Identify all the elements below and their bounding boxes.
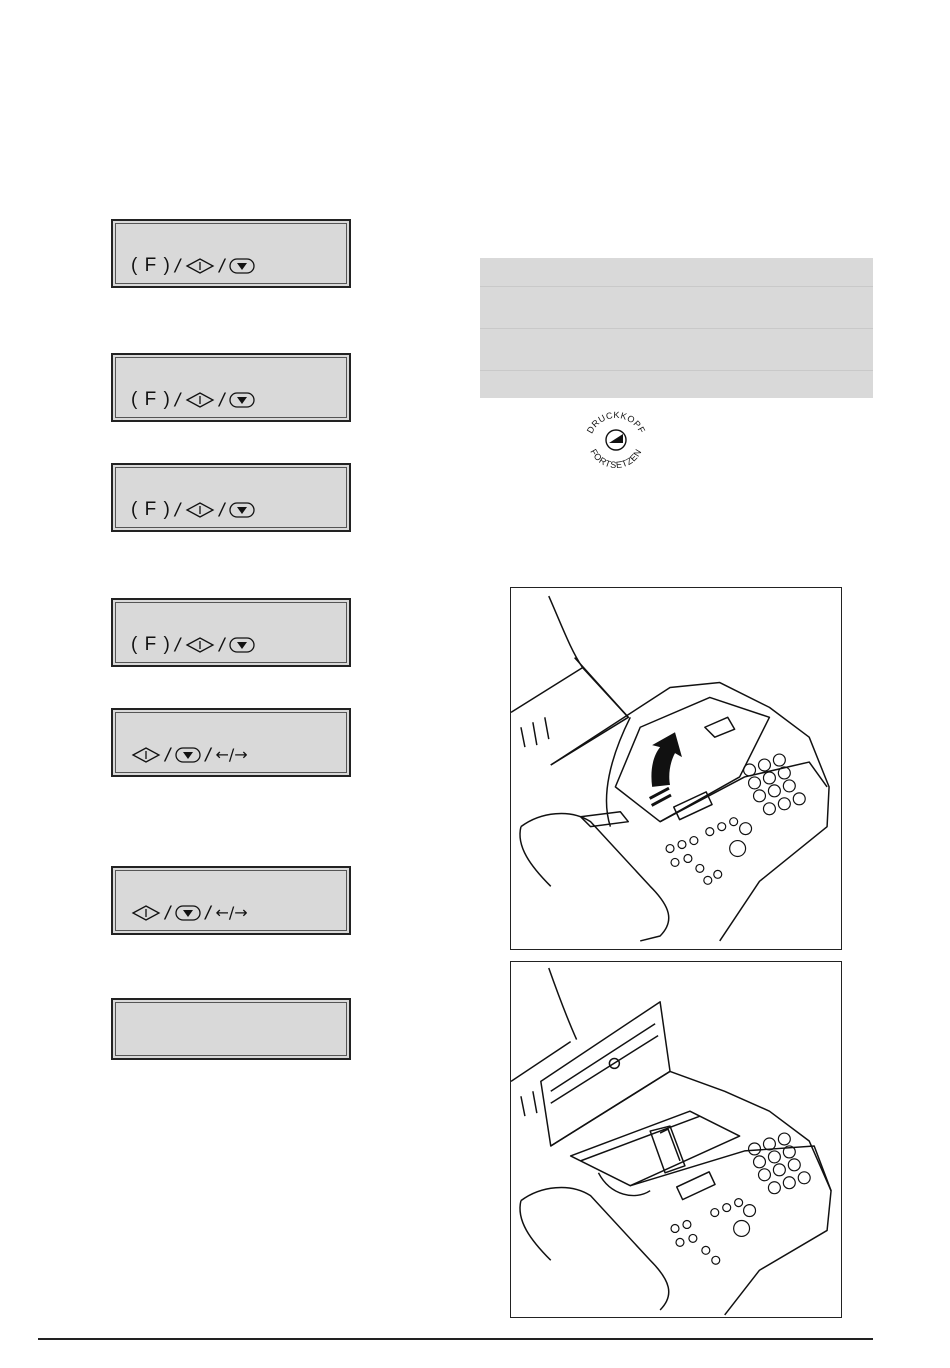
button-label-bottom: FORTSETZEN [588, 447, 644, 470]
down-key-icon [175, 905, 201, 921]
down-key-icon [229, 258, 255, 274]
select-diamond-icon [185, 502, 215, 518]
hint-box [480, 258, 873, 398]
select-diamond-icon [131, 905, 161, 921]
left-right-arrows: ←/→ [215, 745, 248, 764]
select-diamond-icon [185, 392, 215, 408]
lcd-display-1 [111, 219, 351, 288]
printhead-continue-button-icon [578, 410, 654, 470]
lcd-display-4 [111, 598, 351, 667]
lcd-display-5 [111, 708, 351, 777]
fax-machine-cover-closed-illustration [511, 588, 841, 949]
down-key-icon [229, 392, 255, 408]
function-key-label: ( F ) [131, 499, 171, 520]
down-key-icon [229, 637, 255, 653]
footer-rule [38, 1338, 873, 1340]
fax-machine-cover-open-illustration [511, 962, 841, 1317]
lcd-key-line: ( F ) / / [131, 256, 255, 276]
function-key-label: ( F ) [131, 389, 171, 410]
lcd-display-6 [111, 866, 351, 935]
left-right-arrows: ←/→ [215, 903, 248, 922]
down-key-icon [229, 502, 255, 518]
function-key-label: ( F ) [131, 255, 171, 276]
function-key-label: ( F ) [131, 634, 171, 655]
lcd-key-line: ( F ) / / [131, 500, 255, 520]
lcd-key-line: / / ←/→ [131, 903, 248, 923]
select-diamond-icon [131, 747, 161, 763]
figure-open-cover [510, 587, 842, 950]
lcd-display-7 [111, 998, 351, 1060]
down-key-icon [175, 747, 201, 763]
lcd-key-line: / / ←/→ [131, 745, 248, 765]
select-diamond-icon [185, 637, 215, 653]
button-label-top: DRUCKKOPF [584, 410, 648, 436]
lcd-display-3 [111, 463, 351, 532]
select-diamond-icon [185, 258, 215, 274]
lcd-key-line: ( F ) / / [131, 390, 255, 410]
lcd-key-line: ( F ) / / [131, 635, 255, 655]
figure-printhead-access [510, 961, 842, 1318]
lcd-display-2 [111, 353, 351, 422]
